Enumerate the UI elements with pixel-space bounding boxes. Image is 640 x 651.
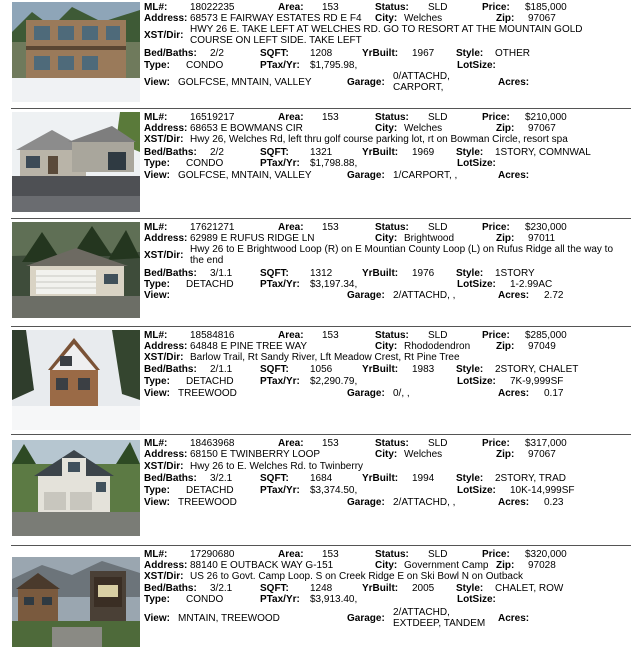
sqft-value: 1248 (310, 583, 333, 594)
view-label: View: (144, 170, 170, 181)
sqft-label: SQFT: (260, 583, 289, 594)
address-value: 88140 E OUTBACK WAY G-151 (190, 560, 334, 571)
ptax-label: PTax/Yr: (260, 376, 300, 387)
acres-value: 0.23 (544, 497, 564, 508)
city-label: City: (375, 123, 398, 134)
address-value: 62989 E RUFUS RIDGE LN (190, 233, 315, 244)
bedbaths-label: Bed/Baths: (144, 147, 197, 158)
ptax-label: PTax/Yr: (260, 60, 300, 71)
ptax-value: $1,798.88, (310, 158, 358, 169)
address-label: Address: (144, 13, 188, 24)
style-label: Style: (456, 147, 484, 158)
style-value: 1STORY, COMNWAL (495, 147, 591, 158)
ptax-value: $3,197.34, (310, 279, 358, 290)
listing-divider (11, 326, 631, 327)
area-label: Area: (278, 330, 304, 341)
ml-value: 18463968 (190, 438, 235, 449)
area-value: 153 (322, 438, 339, 449)
view-label: View: (144, 497, 170, 508)
zip-value: 97028 (528, 560, 556, 571)
status-value: SLD (428, 112, 448, 123)
listing-photo (12, 440, 140, 536)
garage-value: 2/ATTACHD, , (393, 497, 456, 508)
price-value: $285,000 (525, 330, 567, 341)
view-label: View: (144, 77, 170, 88)
acres-value: 0.17 (544, 388, 564, 399)
status-label: Status: (375, 549, 409, 560)
sqft-label: SQFT: (260, 147, 289, 158)
garage-label: Garage: (347, 77, 385, 88)
price-value: $230,000 (525, 222, 567, 233)
area-label: Area: (278, 222, 304, 233)
bedbaths-label: Bed/Baths: (144, 583, 197, 594)
area-label: Area: (278, 549, 304, 560)
type-label: Type: (144, 376, 170, 387)
ptax-label: PTax/Yr: (260, 158, 300, 169)
garage-value: 1/CARPORT, , (393, 170, 458, 181)
status-label: Status: (375, 222, 409, 233)
sqft-label: SQFT: (260, 48, 289, 59)
style-value: CHALET, ROW (495, 583, 564, 594)
listing-card (0, 220, 640, 328)
xst-value: Hwy 26 to E. Welches Rd. to Twinberry (190, 461, 364, 472)
area-value: 153 (322, 222, 339, 233)
type-label: Type: (144, 158, 170, 169)
garage-value: 2/ATTACHD, , (393, 290, 456, 301)
bedbaths-value: 2/2 (210, 48, 224, 59)
listing-divider (11, 108, 631, 109)
city-label: City: (375, 449, 398, 460)
ptax-value: $3,913.40, (310, 594, 358, 605)
style-value: 2STORY, CHALET (495, 364, 579, 375)
style-label: Style: (456, 364, 484, 375)
address-value: 64848 E PINE TREE WAY (190, 341, 308, 352)
price-value: $210,000 (525, 112, 567, 123)
status-label: Status: (375, 330, 409, 341)
yrbuilt-value: 1967 (412, 48, 435, 59)
city-value: Government Camp (404, 560, 489, 571)
view-label: View: (144, 290, 170, 301)
garage-value: 0/ATTACHD, CARPORT, (393, 71, 450, 93)
zip-label: Zip: (496, 13, 515, 24)
status-label: Status: (375, 2, 409, 13)
zip-label: Zip: (496, 341, 515, 352)
city-label: City: (375, 341, 398, 352)
price-label: Price: (482, 549, 510, 560)
area-label: Area: (278, 112, 304, 123)
view-value: TREEWOOD (178, 497, 237, 508)
type-label: Type: (144, 279, 170, 290)
ptax-label: PTax/Yr: (260, 279, 300, 290)
bedbaths-label: Bed/Baths: (144, 473, 197, 484)
view-value: GOLFCSE, MNTAIN, VALLEY (178, 77, 312, 88)
ptax-value: $1,795.98, (310, 60, 358, 71)
type-value: CONDO (186, 60, 224, 71)
listing-photo (12, 2, 140, 102)
style-value: OTHER (495, 48, 530, 59)
ptax-value: $2,290.79, (310, 376, 358, 387)
yrbuilt-label: YrBuilt: (362, 583, 399, 594)
yrbuilt-label: YrBuilt: (362, 48, 399, 59)
lotsize-label: LotSize: (457, 158, 496, 169)
zip-value: 97067 (528, 123, 556, 134)
type-value: CONDO (186, 158, 224, 169)
price-label: Price: (482, 438, 510, 449)
listing-card (0, 547, 640, 651)
view-value: GOLFCSE, MNTAIN, VALLEY (178, 170, 312, 181)
status-value: SLD (428, 438, 448, 449)
xst-label: XST/Dir: (144, 30, 184, 41)
yrbuilt-label: YrBuilt: (362, 473, 399, 484)
ml-label: ML#: (144, 2, 168, 13)
acres-value: 2.72 (544, 290, 564, 301)
status-value: SLD (428, 222, 448, 233)
acres-label: Acres: (498, 497, 530, 508)
xst-label: XST/Dir: (144, 352, 184, 363)
xst-label: XST/Dir: (144, 134, 184, 145)
acres-label: Acres: (498, 290, 530, 301)
zip-value: 97011 (528, 233, 556, 244)
ml-value: 17290680 (190, 549, 235, 560)
ml-value: 16519217 (190, 112, 235, 123)
listing-divider (11, 545, 631, 546)
ml-label: ML#: (144, 112, 168, 123)
style-label: Style: (456, 473, 484, 484)
yrbuilt-label: YrBuilt: (362, 268, 399, 279)
ml-value: 17621271 (190, 222, 235, 233)
view-value: TREEWOOD (178, 388, 237, 399)
price-value: $320,000 (525, 549, 567, 560)
address-label: Address: (144, 341, 188, 352)
bedbaths-label: Bed/Baths: (144, 48, 197, 59)
status-value: SLD (428, 549, 448, 560)
bedbaths-value: 3/2.1 (210, 583, 233, 594)
address-label: Address: (144, 449, 188, 460)
style-label: Style: (456, 583, 484, 594)
city-value: Brightwood (404, 233, 455, 244)
xst-label: XST/Dir: (144, 250, 184, 261)
acres-label: Acres: (498, 388, 530, 399)
view-label: View: (144, 388, 170, 399)
ptax-label: PTax/Yr: (260, 594, 300, 605)
price-label: Price: (482, 2, 510, 13)
view-value: MNTAIN, TREEWOOD (178, 613, 280, 624)
listing-card (0, 328, 640, 436)
sqft-value: 1684 (310, 473, 333, 484)
city-label: City: (375, 560, 398, 571)
yrbuilt-value: 1983 (412, 364, 435, 375)
style-value: 2STORY, TRAD (495, 473, 566, 484)
ptax-label: PTax/Yr: (260, 485, 300, 496)
listing-photo (12, 112, 140, 212)
ml-value: 18584816 (190, 330, 235, 341)
lotsize-label: LotSize: (457, 60, 496, 71)
city-label: City: (375, 233, 398, 244)
sqft-value: 1208 (310, 48, 333, 59)
bedbaths-label: Bed/Baths: (144, 268, 197, 279)
listing-card (0, 0, 640, 110)
xst-label: XST/Dir: (144, 461, 184, 472)
address-value: 68573 E FAIRWAY ESTATES RD E F4 (190, 13, 362, 24)
price-label: Price: (482, 112, 510, 123)
sqft-value: 1056 (310, 364, 333, 375)
listing-card (0, 110, 640, 220)
sqft-value: 1321 (310, 147, 333, 158)
view-label: View: (144, 613, 170, 624)
address-label: Address: (144, 233, 188, 244)
lotsize-value: 1-2.99AC (510, 279, 553, 290)
city-label: City: (375, 13, 398, 24)
price-value: $185,000 (525, 2, 567, 13)
type-value: DETACHD (186, 279, 234, 290)
lotsize-label: LotSize: (457, 279, 496, 290)
xst-value: Barlow Trail, Rt Sandy River, Lft Meadow Crest, Rt Pine Tree (190, 352, 460, 363)
lotsize-label: LotSize: (457, 594, 496, 605)
area-label: Area: (278, 2, 304, 13)
style-label: Style: (456, 268, 484, 279)
price-label: Price: (482, 222, 510, 233)
listing-photo (12, 557, 140, 647)
style-label: Style: (456, 48, 484, 59)
garage-label: Garage: (347, 388, 385, 399)
price-label: Price: (482, 330, 510, 341)
city-value: Welches (404, 123, 443, 134)
address-label: Address: (144, 560, 188, 571)
type-value: DETACHD (186, 376, 234, 387)
area-value: 153 (322, 112, 339, 123)
status-label: Status: (375, 438, 409, 449)
area-value: 153 (322, 2, 339, 13)
area-value: 153 (322, 330, 339, 341)
zip-label: Zip: (496, 123, 515, 134)
sqft-label: SQFT: (260, 473, 289, 484)
sqft-label: SQFT: (260, 364, 289, 375)
zip-value: 97067 (528, 13, 556, 24)
yrbuilt-label: YrBuilt: (362, 364, 399, 375)
zip-value: 97067 (528, 449, 556, 460)
address-value: 68653 E BOWMANS CIR (190, 123, 303, 134)
zip-label: Zip: (496, 560, 515, 571)
ptax-value: $3,374.50, (310, 485, 358, 496)
garage-label: Garage: (347, 497, 385, 508)
bedbaths-value: 2/2 (210, 147, 224, 158)
xst-value: Hwy 26, Welches Rd, left thru golf course parking lot, rt on Bowman Circle, resort spa (190, 134, 568, 145)
garage-label: Garage: (347, 170, 385, 181)
type-label: Type: (144, 60, 170, 71)
city-value: Rhododendron (404, 341, 471, 352)
address-value: 68150 E TWINBERRY LOOP (190, 449, 321, 460)
acres-label: Acres: (498, 613, 530, 624)
status-label: Status: (375, 112, 409, 123)
yrbuilt-value: 1969 (412, 147, 435, 158)
ml-label: ML#: (144, 330, 168, 341)
bedbaths-label: Bed/Baths: (144, 364, 197, 375)
xst-value: Hwy 26 to E Brightwood Loop (R) on E Mountian County Loop (L) on Rufus Ridge all the way to the end (190, 244, 614, 266)
garage-label: Garage: (347, 290, 385, 301)
yrbuilt-value: 1994 (412, 473, 435, 484)
xst-value: HWY 26 E. TAKE LEFT AT WELCHES RD. GO TO RESORT AT THE MOUNTAIN GOLD COURSE ON LEFT SIDE. TAKE LEFT (190, 24, 583, 46)
area-label: Area: (278, 438, 304, 449)
bedbaths-value: 3/2.1 (210, 473, 233, 484)
acres-label: Acres: (498, 170, 530, 181)
ml-label: ML#: (144, 438, 168, 449)
sqft-value: 1312 (310, 268, 333, 279)
xst-value: US 26 to Govt. Camp Loop. S on Creek Ridge E on Ski Bowl N on Outback (190, 571, 523, 582)
yrbuilt-label: YrBuilt: (362, 147, 399, 158)
lotsize-label: LotSize: (457, 376, 496, 387)
ml-label: ML#: (144, 222, 168, 233)
listing-card (0, 436, 640, 546)
type-label: Type: (144, 485, 170, 496)
zip-value: 97049 (528, 341, 556, 352)
listing-divider (11, 434, 631, 435)
zip-label: Zip: (496, 233, 515, 244)
listing-photo (12, 330, 140, 430)
yrbuilt-value: 1976 (412, 268, 435, 279)
type-value: DETACHD (186, 485, 234, 496)
lotsize-label: LotSize: (457, 485, 496, 496)
xst-label: XST/Dir: (144, 571, 184, 582)
bedbaths-value: 3/1.1 (210, 268, 233, 279)
lotsize-value: 10K-14,999SF (510, 485, 575, 496)
zip-label: Zip: (496, 449, 515, 460)
status-value: SLD (428, 330, 448, 341)
garage-value: 0/, , (393, 388, 410, 399)
garage-label: Garage: (347, 613, 385, 624)
city-value: Welches (404, 449, 443, 460)
yrbuilt-value: 2005 (412, 583, 435, 594)
listing-divider (11, 218, 631, 219)
type-label: Type: (144, 594, 170, 605)
garage-value: 2/ATTACHD, EXTDEEP, TANDEM (393, 607, 486, 629)
address-label: Address: (144, 123, 188, 134)
city-value: Welches (404, 13, 443, 24)
area-value: 153 (322, 549, 339, 560)
lotsize-value: 7K-9,999SF (510, 376, 564, 387)
acres-label: Acres: (498, 77, 530, 88)
listing-photo (12, 222, 140, 318)
type-value: CONDO (186, 594, 224, 605)
sqft-label: SQFT: (260, 268, 289, 279)
price-value: $317,000 (525, 438, 567, 449)
bedbaths-value: 2/1.1 (210, 364, 233, 375)
status-value: SLD (428, 2, 448, 13)
style-value: 1STORY (495, 268, 535, 279)
ml-label: ML#: (144, 549, 168, 560)
ml-value: 18022235 (190, 2, 235, 13)
